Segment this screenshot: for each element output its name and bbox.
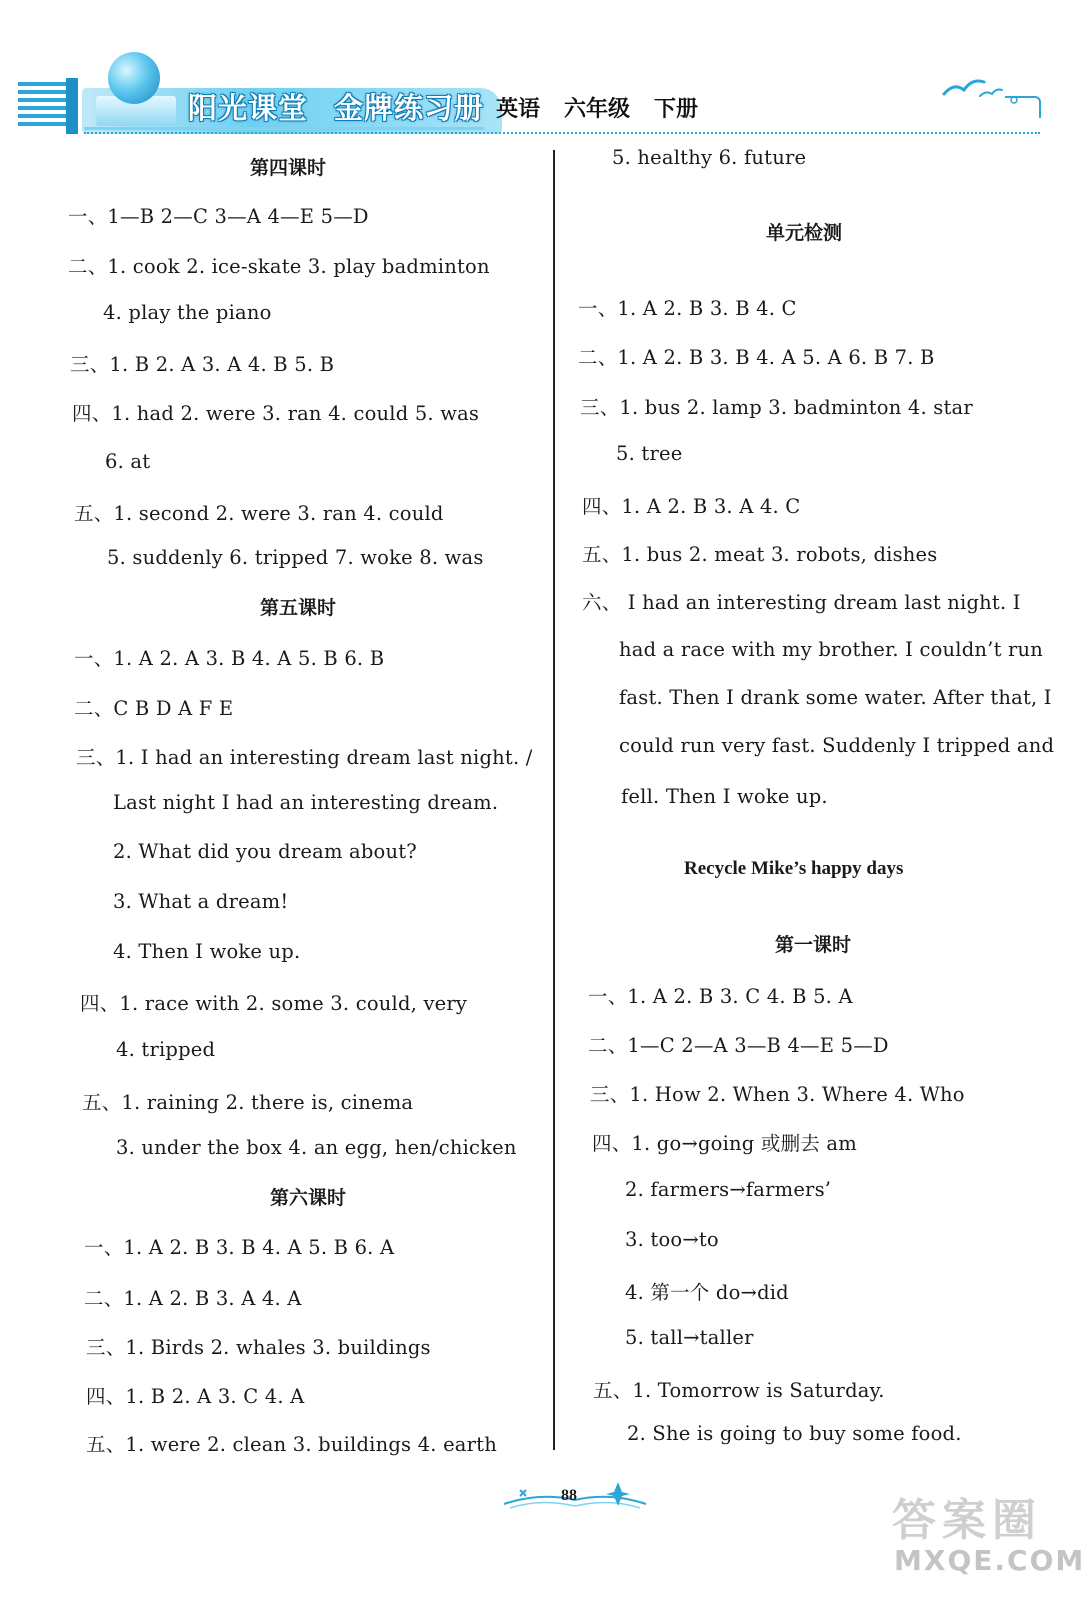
left-answer-line: 3. under the box 4. an egg, hen/chicken (116, 1136, 517, 1159)
brand-title (188, 86, 484, 127)
header-end-bracket (1005, 96, 1041, 118)
left-answer-line: 三、1. B 2. A 3. A 4. B 5. B (70, 353, 335, 376)
brand-title-part1: 阳光课堂 (188, 91, 309, 125)
page-header (0, 0, 1091, 150)
right-answer-line: 五、1. Tomorrow is Saturday. (593, 1379, 885, 1402)
left-answer-line: 五、1. were 2. clean 3. buildings 4. earth (86, 1433, 497, 1456)
left-section-heading: 第五课时 (260, 597, 337, 619)
left-answer-line: 三、1. Birds 2. whales 3. buildings (86, 1336, 431, 1359)
right-section-heading: 单元检测 (766, 222, 843, 244)
grade-label: 六年级 (564, 97, 631, 122)
left-answer-line: Last night I had an interesting dream. (113, 791, 499, 814)
right-answer-line: fell. Then I woke up. (621, 785, 828, 808)
watermark (880, 1478, 1086, 1593)
right-answer-line: 五、1. bus 2. meat 3. robots, dishes (582, 543, 938, 566)
header-dotted-rule (84, 132, 1040, 134)
right-answer-line: 二、1—C 2—A 3—B 4—E 5—D (588, 1034, 889, 1057)
left-answer-line: 3. What a dream! (113, 890, 289, 913)
right-answer-line: 3. too→to (625, 1228, 719, 1251)
left-answer-line: 三、1. I had an interesting dream last night. / (76, 746, 533, 769)
left-answer-line: 二、C B D A F E (74, 697, 234, 720)
left-answer-line: 一、1—B 2—C 3—A 4—E 5—D (68, 205, 369, 228)
subject-label: 英语 (496, 97, 541, 122)
left-answer-line: 四、1. race with 2. some 3. could, very (80, 992, 468, 1015)
left-answer-line: 5. suddenly 6. tripped 7. woke 8. was (107, 546, 484, 569)
watermark-text-cn: 答案圈 (892, 1495, 1042, 1546)
left-answer-line: 一、1. A 2. A 3. B 4. A 5. B 6. B (74, 647, 385, 670)
right-answer-line: 5. healthy 6. future (612, 146, 807, 169)
right-answer-line: fast. Then I drank some water. After that, I (619, 686, 1052, 709)
header-accent-bar (84, 127, 484, 130)
globe-icon (108, 52, 160, 104)
left-answer-line: 4. Then I woke up. (113, 940, 301, 963)
right-answer-line: had a race with my brother. I couldn’t run (619, 638, 1044, 661)
left-answer-line: 4. tripped (116, 1038, 216, 1061)
left-answer-line: 五、1. second 2. were 3. ran 4. could (74, 502, 444, 525)
left-answer-line: 二、1. A 2. B 3. A 4. A (84, 1287, 302, 1310)
left-answer-line: 四、1. B 2. A 3. C 4. A (86, 1385, 305, 1408)
volume-label: 下册 (654, 97, 699, 122)
left-answer-line: 2. What did you dream about? (113, 840, 417, 863)
header-stripe-bar (66, 78, 78, 134)
right-answer-line: 2. farmers→farmers’ (625, 1178, 832, 1201)
left-answer-line: 6. at (105, 450, 151, 473)
brand-title-part2: 金牌练习册 (334, 91, 485, 125)
right-answer-line: 4. 第一个 do→did (625, 1281, 789, 1304)
right-answer-line: 5. tall→taller (625, 1326, 754, 1349)
right-answer-line: 一、1. A 2. B 3. C 4. B 5. A (588, 985, 853, 1008)
page-number: 88 (561, 1487, 577, 1504)
book-info (496, 92, 722, 123)
right-answer-line: 四、1. A 2. B 3. A 4. C (582, 495, 801, 518)
right-answer-line: 2. She is going to buy some food. (627, 1422, 962, 1445)
right-answer-line: 四、1. go→going 或删去 am (592, 1132, 857, 1155)
right-unit-heading: Recycle Mike’s happy days (684, 858, 904, 879)
right-section-heading: 第一课时 (775, 934, 852, 956)
right-answer-line: 一、1. A 2. B 3. B 4. C (578, 297, 797, 320)
right-answer-line: could run very fast. Suddenly I tripped and (619, 734, 1055, 757)
right-answer-line: 三、1. How 2. When 3. Where 4. Who (590, 1083, 965, 1106)
left-answer-line: 四、1. had 2. were 3. ran 4. could 5. was (72, 402, 480, 425)
right-answer-line: 三、1. bus 2. lamp 3. badminton 4. star (580, 396, 973, 419)
left-answer-line: 二、1. cook 2. ice-skate 3. play badminton (68, 255, 490, 278)
left-section-heading: 第六课时 (270, 1187, 347, 1209)
left-answer-line: 4. play the piano (103, 301, 272, 324)
right-answer-line: 5. tree (616, 442, 683, 465)
right-answer-line: 二、1. A 2. B 3. B 4. A 5. A 6. B 7. B (578, 346, 935, 369)
left-section-heading: 第四课时 (250, 157, 327, 179)
left-answer-line: 五、1. raining 2. there is, cinema (82, 1091, 414, 1114)
column-divider (553, 150, 555, 1450)
right-answer-line: 六、 I had an interesting dream last night. I (582, 591, 1021, 614)
watermark-text-en: MXQE.COM (894, 1544, 1086, 1577)
left-answer-line: 一、1. A 2. B 3. B 4. A 5. B 6. A (84, 1236, 395, 1259)
